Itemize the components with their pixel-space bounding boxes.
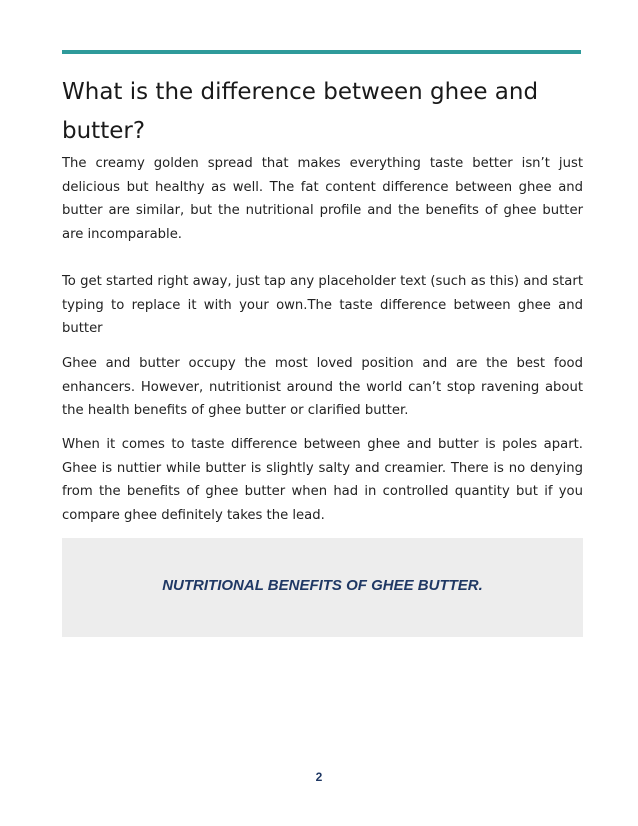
callout-heading: NUTRITIONAL BENEFITS OF GHEE BUTTER. <box>162 577 483 594</box>
callout-box <box>62 538 583 637</box>
body-paragraph-1: The creamy golden spread that makes everything taste better isn’t just delicious but healthy as well. The fat content difference between ghee and butter are similar, but the nutritional profile and the benefits of ghee butter are incomparable. <box>62 156 583 242</box>
body-paragraph-2: To get started right away, just tap any placeholder text (such as this) and start typing to replace it with your own.The taste difference between ghee and butter <box>62 274 583 336</box>
top-accent-rule <box>62 50 581 54</box>
body-paragraph-3: Ghee and butter occupy the most loved position and are the best food enhancers. However, nutritionist around the world can’t stop ravening about the health benefits of ghee butter or clarified butter. <box>62 356 583 418</box>
page-number: 2 <box>315 770 323 784</box>
page-title: What is the difference between ghee and butter? <box>62 79 539 144</box>
body-paragraph-4: When it comes to taste difference between ghee and butter is poles apart. Ghee is nuttier while butter is slightly salty and creamier. There is no denying from the benefits of ghee butter when had in controlled quantity but if you compare ghee definitely takes the lead. <box>62 437 583 523</box>
